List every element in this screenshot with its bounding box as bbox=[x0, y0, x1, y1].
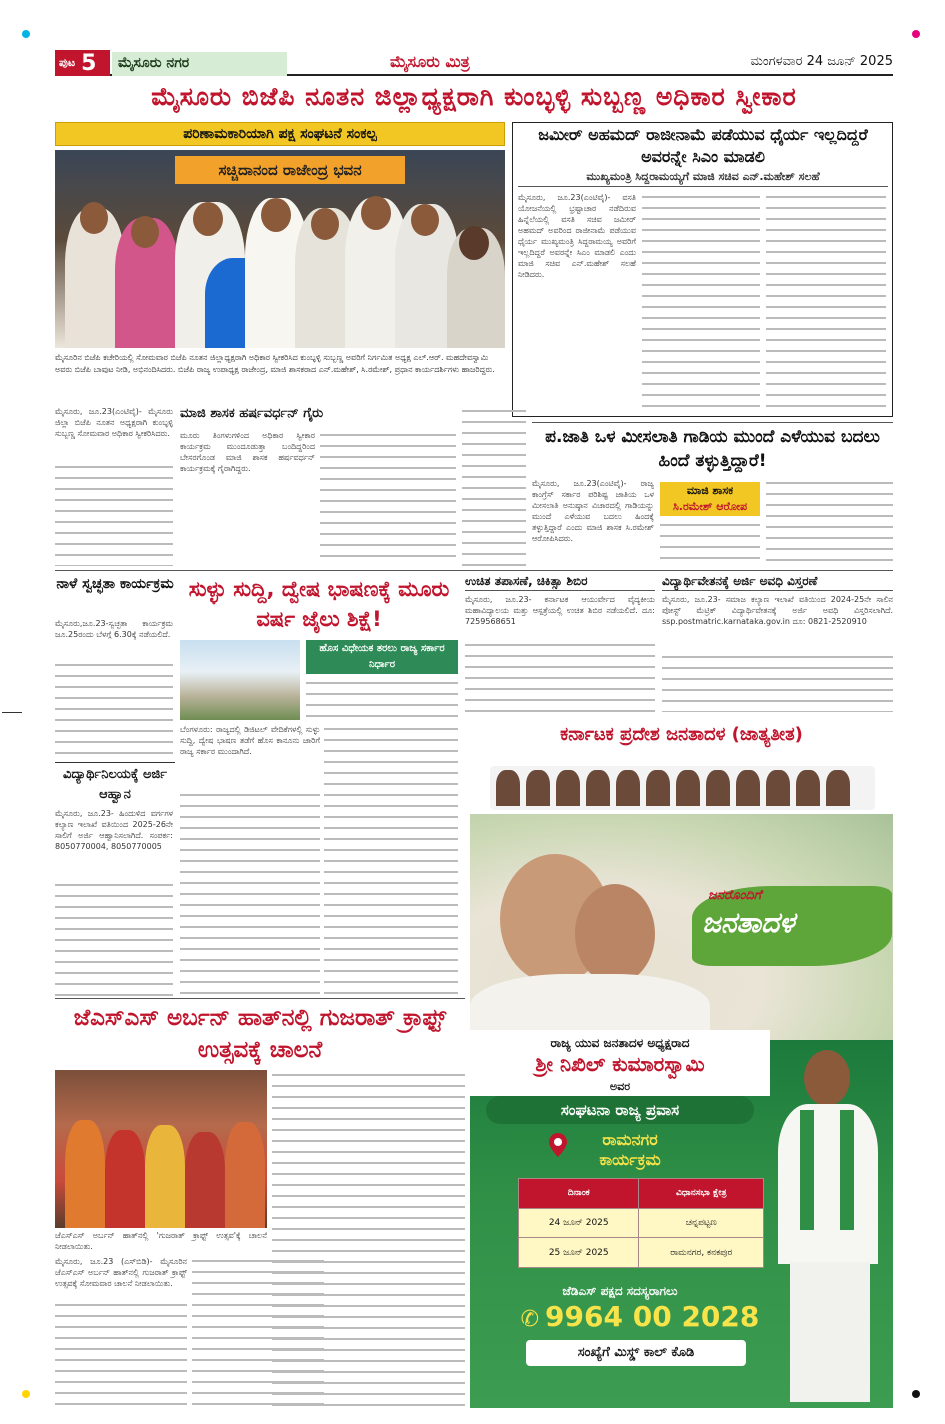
ad-name: ಶ್ರೀ ನಿಖಿಲ್ ಕುಮಾರಸ್ವಾಮಿ bbox=[535, 1052, 705, 1076]
table-cell: 25 ಜೂನ್ 2025 bbox=[519, 1238, 639, 1268]
right-top-body: ಮೈಸೂರು, ಜೂ.23(ಎಂಟಿವೈ)- ವಸತಿ ಯೋಜನೆಯಲ್ಲಿ ಭ್ರಷ್ಟಾಚಾರ ನಡೆದಿರುವ ಹಿನ್ನೆಲೆಯಲ್ಲಿ ವಸತಿ ಸಚಿವ ಜಮೀರ್ ಅಹಮದ್ ಅವರಿಂದ ರಾಜೀನಾಮೆ ಪಡೆಯುವ ಧೈರ್ಯ ಮುಖ್ಯಮಂತ್ರಿ ಸಿದ್ದರಾಮಯ್ಯ ಅವರಿಗೆ ಇಲ್ಲದಿದ್ದರೆ ಅವರನ್ನೇ ಸಿಎಂ ಮಾಡಲಿ ಎಂದು ಮಾಜಿ ಸಚಿವ ಎನ್.ಮಹೇಶ್ ಸಲಹೆ ನೀಡಿದರು. bbox=[518, 193, 636, 279]
sullu-headline: ಸುಳ್ಳು ಸುದ್ದಿ, ದ್ವೇಷ ಭಾಷಣಕ್ಕೆ ಮೂರು ವರ್ಷ ಜೈಲು ಶಿಕ್ಷೆ! bbox=[188, 577, 450, 631]
divider bbox=[55, 570, 893, 571]
body-text-lines bbox=[180, 790, 320, 996]
portrait-scarf bbox=[840, 1110, 854, 1230]
uchita-headline: ಉಚಿತ ತಪಾಸಣೆ, ಚಿಕಿತ್ಸಾ ಶಿಬಿರ bbox=[465, 572, 655, 591]
ad-place-line2: ಕಾರ್ಯಕ್ರಮ bbox=[599, 1150, 661, 1169]
portrait-scarf bbox=[800, 1110, 814, 1230]
main-subhead: ಪರಿಣಾಮಕಾರಿಯಾಗಿ ಪಕ್ಷ ಸಂಘಟನೆ ಸಂಕಲ್ಪ bbox=[55, 122, 505, 146]
ad-phone-number: 9964 00 2028 bbox=[545, 1300, 760, 1333]
body-text-lines bbox=[55, 880, 173, 996]
page-number: 5 bbox=[81, 50, 97, 76]
ad-place-line1: ರಾಮನಗರ bbox=[602, 1130, 658, 1149]
body-text-lines bbox=[324, 724, 458, 996]
photo-head bbox=[361, 196, 391, 230]
table-cell: 24 ಜೂನ್ 2025 bbox=[519, 1208, 639, 1238]
photo-person bbox=[65, 1120, 105, 1228]
leader-photo bbox=[796, 770, 820, 806]
photo-head bbox=[261, 198, 291, 232]
vidhana-soudha-photo bbox=[180, 640, 300, 720]
jss-headline: ಜೆಎಸ್‌ಎಸ್ ಅರ್ಬನ್ ಹಾತ್‌ನಲ್ಲಿ ಗುಜರಾತ್ ಕ್ರಾಫ್ಟ್ ಉತ್ಸವಕ್ಕೆ ಚಾಲನೆ bbox=[73, 1005, 447, 1063]
right-top-headline: ಜಮೀರ್ ಅಹಮದ್ ರಾಜೀನಾಮೆ ಪಡೆಯುವ ಧೈರ್ಯ ಇಲ್ಲದಿದ್ದರೆ ಅವರನ್ನೇ ಸಿಎಂ ಮಾಡಲಿ bbox=[538, 125, 868, 166]
uchita-body: ಮೈಸೂರು, ಜೂ.23- ಕರ್ನಾಟಕ ಆಯುರ್ವೇದ ವೈದ್ಯಕೀಯ ಮಹಾವಿದ್ಯಾಲಯ ಮತ್ತು ಆಸ್ಪತ್ರೆಯಲ್ಲಿ ಉಚಿತ ಶಿಬಿರ ನಡೆಯಲಿದೆ. ದೂ: 7259568651 bbox=[465, 595, 655, 626]
leader-photo bbox=[586, 770, 610, 806]
table-row bbox=[519, 1208, 764, 1238]
registration-mark bbox=[912, 30, 920, 38]
table-row bbox=[519, 1238, 764, 1268]
leader-photo bbox=[706, 770, 730, 806]
portrait-trousers bbox=[790, 1262, 870, 1402]
craft-caption: ಜೆಎಸ್‌ಎಸ್ ಅರ್ಬನ್ ಹಾತ್‌ನಲ್ಲಿ 'ಗುಜರಾತ್ ಕ್ರಾಫ್ಟ್ ಉತ್ಸವ'ಕ್ಕೆ ಚಾಲನೆ ನೀಡಲಾಯಿತು. bbox=[55, 1231, 267, 1251]
logo-tagline: ಜನರೊಂದಿಗೆ bbox=[708, 888, 762, 903]
table-cell: ರಾಮನಗರ, ಕನಕಪುರ bbox=[639, 1238, 764, 1268]
photo-head bbox=[459, 226, 489, 260]
leader-photo bbox=[676, 770, 700, 806]
leader-photo bbox=[826, 770, 850, 806]
leader-photo bbox=[646, 770, 670, 806]
body-text-lines bbox=[55, 1300, 187, 1410]
ad-join-text: ಜೆಡಿಎಸ್ ಪಕ್ಷದ ಸದಸ್ಯರಾಗಲು bbox=[562, 1284, 678, 1298]
divider bbox=[532, 422, 893, 423]
maaji-headline: ಮಾಜಿ ಶಾಸಕ ಹರ್ಷವರ್ಧನ್ ಗೈರು bbox=[180, 406, 365, 426]
body-text-lines bbox=[766, 478, 893, 568]
photo-person bbox=[225, 1122, 265, 1228]
vidyarthi-right-headline: ವಿದ್ಯಾರ್ಥಿವೇತನಕ್ಕೆ ಅರ್ಜಿ ಅವಧಿ ವಿಸ್ತರಣೆ bbox=[662, 572, 893, 591]
leader-photo bbox=[556, 770, 580, 806]
page-label: ಪುಟ bbox=[59, 56, 76, 69]
jss-body: ಮೈಸೂರು, ಜೂ.23 (ಎಸ್‌ಬಿಡಿ)- ಮೈಸೂರಿನ ಜೆಎಸ್‌ಎಸ್ ಅರ್ಬನ್ ಹಾತ್‌ನಲ್ಲಿ ಗುಜರಾತ್ ಕ್ರಾಫ್ಟ್ ಉತ್ಸವಕ್ಕೆ ಸೋಮವಾರ ಚಾಲನೆ ನೀಡಲಾಯಿತು. bbox=[55, 1257, 187, 1288]
leader-photo bbox=[736, 770, 760, 806]
photo-banner: ಸಚ್ಚಿದಾನಂದ ರಾಜೇಂದ್ರ ಭವನ bbox=[175, 156, 405, 184]
left-brief-body: ಮೈಸೂರು, ಜೂ.23(ಎಂಟಿವೈ)- ಮೈಸೂರು ಜಿಲ್ಲಾ ಬಿಜೆಪಿ ನೂತನ ಅಧ್ಯಕ್ಷರಾಗಿ ಕುಂಬ್ಳಳ್ಳಿ ಸುಬ್ಬಣ್ಣ ಸೋಮವಾರ ಅಧಿಕಾರ ಸ್ವೀಕರಿಸಿದರು. bbox=[55, 407, 173, 438]
leader-photo bbox=[526, 770, 550, 806]
ad-phone bbox=[490, 1300, 790, 1333]
body-text-lines bbox=[642, 192, 760, 412]
nale-body: ಮೈಸೂರು,ಜೂ.23-ಸ್ವಚ್ಛತಾ ಕಾರ್ಯಕ್ರಮ ಜೂ.25ರಂದು ಬೆಳಗ್ಗೆ 6.30ಕ್ಕೆ ನಡೆಯಲಿದೆ. bbox=[55, 619, 173, 639]
ad-avaru: ಅವರ bbox=[609, 1080, 631, 1093]
section-name: ಮೈಸೂರು ನಗರ bbox=[112, 52, 287, 76]
vidyarthi-right-body: ಮೈಸೂರು, ಜೂ.23- ಸಮಾಜ ಕಲ್ಯಾಣ ಇಲಾಖೆ ವತಿಯಿಂದ 2024-25ನೇ ಸಾಲಿನ ಪೋಸ್ಟ್ ಮೆಟ್ರಿಕ್ ವಿದ್ಯಾರ್ಥಿವೇತನಕ್ಕೆ ಅರ್ಜಿ ಅವಧಿ ವಿಸ್ತರಿಸಲಾಗಿದೆ. ssp.postmatric.karnataka.gov.in ದೂ: 0821-2520910 bbox=[662, 595, 893, 626]
ad-leaders-strip bbox=[490, 766, 875, 810]
table-cell: ಚನ್ನಪಟ್ಟಣ bbox=[639, 1208, 764, 1238]
author-name: ಸಿ.ರಮೇಶ್ ಆರೋಪ bbox=[672, 500, 748, 513]
body-text-lines bbox=[306, 678, 458, 720]
table-header: ದಿನಾಂಕ bbox=[519, 1179, 639, 1209]
right-mid-headline: ಪ.ಜಾತಿ ಒಳ ಮೀಸಲಾತಿ ಗಾಡಿಯ ಮುಂದೆ ಎಳೆಯುವ ಬದಲು ಹಿಂದೆ ತಳ್ಳುತ್ತಿದ್ದಾರೆ! bbox=[545, 427, 880, 471]
body-text-lines bbox=[320, 430, 456, 566]
body-text-lines bbox=[660, 520, 760, 568]
maaji-body: ಮೂರು ತಿಂಗಳುಗಳಿಂದ ಅಧಿಕಾರ ಸ್ವೀಕಾರ ಕಾರ್ಯಕ್ರಮ ಮುಂದೂಡುತ್ತಾ ಬಂದಿದ್ದರಿಂದ ಬೇಸರಗೊಂಡ ಮಾಜಿ ಶಾಸಕ ಹರ್ಷವರ್ಧನ್ ಕಾರ್ಯಕ್ರಮಕ್ಕೆ ಗೈರಾಗಿದ್ದರು. bbox=[180, 431, 315, 473]
ad-title: ಕರ್ನಾಟಕ ಪ್ರದೇಶ ಜನತಾದಳ (ಜಾತ್ಯತೀತ) bbox=[560, 724, 803, 745]
nale-headline: ನಾಳೆ ಸ್ವಚ್ಛತಾ ಕಾರ್ಯಕ್ರಮ bbox=[56, 576, 174, 592]
body-text-lines bbox=[55, 462, 173, 566]
photo-caption: ಮೈಸೂರಿನ ಬಿಜೆಪಿ ಕಚೇರಿಯಲ್ಲಿ ಸೋಮವಾರ ಬಿಜೆಪಿ ನೂತನ ಜಿಲ್ಲಾಧ್ಯಕ್ಷರಾಗಿ ಅಧಿಕಾರ ಸ್ವೀಕರಿಸಿದ ಕುಂಬ್ಳಳ್ಳಿ ಸುಬ್ಬಣ್ಣ ಅವರಿಗೆ ನಿರ್ಗಮಿತ ಅಧ್ಯಕ್ಷ ಎಲ್.ಆರ್. ಮಹದೇವಸ್ವಾಮಿ ಅವರು ಬಿಜೆಪಿ ಬಾವುಟ ನೀಡಿ, ಅಭಿನಂದಿಸಿದರು. ಬಿಜೆಪಿ ರಾಜ್ಯ ಉಪಾಧ್ಯಕ್ಷ ರಾಜೇಂದ್ರ, ಮಾಜಿ ಶಾಸಕರಾದ ಎನ್.ಮಹೇಶ್, ಸಿ.ರಮೇಶ್, ಪ್ರಧಾನ ಕಾರ್ಯದರ್ಶಿಗಳು ಹಾಜರಿದ್ದರು. bbox=[55, 353, 495, 374]
photo-person bbox=[105, 1130, 145, 1228]
page-number-badge bbox=[55, 50, 110, 76]
photo-person bbox=[145, 1125, 185, 1228]
fold-mark bbox=[2, 712, 22, 713]
leader-photo bbox=[496, 770, 520, 806]
portrait-shirt bbox=[778, 1104, 878, 1264]
photo-head bbox=[311, 208, 339, 240]
body-text-lines bbox=[465, 640, 655, 712]
sullu-body: ಬೆಂಗಳೂರು: ರಾಜ್ಯದಲ್ಲಿ ಡಿಜಿಟಲ್ ವೇದಿಕೆಗಳಲ್ಲಿ ಸುಳ್ಳು ಸುದ್ದಿ, ದ್ವೇಷ ಭಾಷಣ ತಡೆಗೆ ಹೊಸ ಕಾನೂನು ಜಾರಿಗೆ ರಾಜ್ಯ ಸರ್ಕಾರ ಮುಂದಾಗಿದೆ. bbox=[180, 725, 320, 756]
body-text-lines bbox=[662, 652, 893, 712]
author-box bbox=[660, 482, 760, 516]
leader-portrait bbox=[575, 884, 655, 984]
author-title: ಮಾಜಿ ಶಾಸಕ bbox=[686, 484, 734, 497]
main-photo bbox=[55, 150, 505, 348]
ad-place bbox=[560, 1130, 700, 1170]
janatadal-logo bbox=[672, 880, 892, 970]
page-date: ಮಂಗಳವಾರ 24 ಜೂನ್ 2025 bbox=[750, 54, 893, 69]
registration-mark bbox=[912, 1390, 920, 1398]
photo-head bbox=[131, 216, 159, 248]
photo-person bbox=[185, 1132, 225, 1228]
portrait-head bbox=[804, 1050, 850, 1106]
registration-mark bbox=[22, 1390, 30, 1398]
logo-main: ಜನತಾದಳ bbox=[702, 906, 795, 939]
table-header: ವಿಧಾನಸಭಾ ಕ್ಷೇತ್ರ bbox=[639, 1179, 764, 1209]
phone-icon: ✆ bbox=[520, 1307, 540, 1332]
leader-photo bbox=[616, 770, 640, 806]
body-text-lines bbox=[55, 660, 173, 758]
body-text-lines bbox=[462, 406, 526, 566]
right-mid-body: ಮೈಸೂರು, ಜೂ.23(ಎಂಟಿವೈ)- ರಾಜ್ಯ ಕಾಂಗ್ರೆಸ್ ಸರ್ಕಾರ ಪರಿಶಿಷ್ಟ ಜಾತಿಯ ಒಳ ಮೀಸಲಾತಿ ಅನುಷ್ಠಾನ ವಿಚಾರದಲ್ಲಿ ಗಾಡಿಯನ್ನು ಮುಂದೆ ಎಳೆಯುವ ಬದಲು ಹಿಂದಕ್ಕೆ ತಳ್ಳುತ್ತಿದ್ದಾರೆ ಎಂದು ಮಾಜಿ ಶಾಸಕ ಸಿ.ರಮೇಶ್ ಆರೋಪಿಸಿದರು. bbox=[532, 479, 654, 543]
photo-head bbox=[411, 204, 439, 236]
ad-schedule-table bbox=[518, 1178, 764, 1268]
ad-missed-call: ಸಂಖ್ಯೆಗೆ ಮಿಸ್ಡ್ ಕಾಲ್ ಕೊಡಿ bbox=[526, 1340, 746, 1366]
ad-role: ರಾಜ್ಯ ಯುವ ಜನತಾದಳ ಅಧ್ಯಕ್ಷರಾದ bbox=[550, 1036, 690, 1050]
registration-mark bbox=[22, 30, 30, 38]
craft-festival-photo bbox=[55, 1070, 267, 1228]
vidyarthi-left-body: ಮೈಸೂರು, ಜೂ.23- ಹಿಂದುಳಿದ ವರ್ಗಗಳ ಕಲ್ಯಾಣ ಇಲಾಖೆ ವತಿಯಿಂದ 2025-26ನೇ ಸಾಲಿಗೆ ಅರ್ಜಿ ಆಹ್ವಾನಿಸಲಾಗಿದೆ. ಸಂಪರ್ಕ: 8050770004, 8050770005 bbox=[55, 809, 173, 851]
main-headline: ಮೈಸೂರು ಬಿಜೆಪಿ ನೂತನ ಜಿಲ್ಲಾಧ್ಯಕ್ಷರಾಗಿ ಕುಂಬ್ಳಳ್ಳಿ ಸುಬ್ಬಣ್ಣ ಅಧಿಕಾರ ಸ್ವೀಕಾರ bbox=[151, 82, 797, 111]
nikhil-portrait bbox=[760, 1030, 890, 1410]
ad-pravasa-pill: ಸಂಘಟನಾ ರಾಜ್ಯ ಪ್ರವಾಸ bbox=[486, 1096, 754, 1124]
vidyarthi-left-headline: ವಿದ್ಯಾರ್ಥಿನಿಲಯಕ್ಕೆ ಅರ್ಜಿ ಆಹ್ವಾನ bbox=[55, 762, 175, 805]
body-text-lines bbox=[766, 192, 886, 412]
photo-head bbox=[80, 202, 108, 234]
body-text-lines bbox=[272, 1070, 465, 1410]
paper-logo: ಮೈಸೂರು ಮಿತ್ರ bbox=[390, 52, 470, 71]
right-top-subhead: ಮುಖ್ಯಮಂತ್ರಿ ಸಿದ್ದರಾಮಯ್ಯಗೆ ಮಾಜಿ ಸಚಿವ ಎನ್.ಮಹೇಶ್ ಸಲಹೆ bbox=[518, 170, 888, 187]
sullu-subhead-box: ಹೊಸ ವಿಧೇಯಕ ತರಲು ರಾಜ್ಯ ಸರ್ಕಾರ ನಿರ್ಧಾರ bbox=[306, 640, 458, 674]
divider bbox=[55, 998, 465, 999]
photo-head bbox=[193, 202, 223, 236]
leader-photo bbox=[766, 770, 790, 806]
